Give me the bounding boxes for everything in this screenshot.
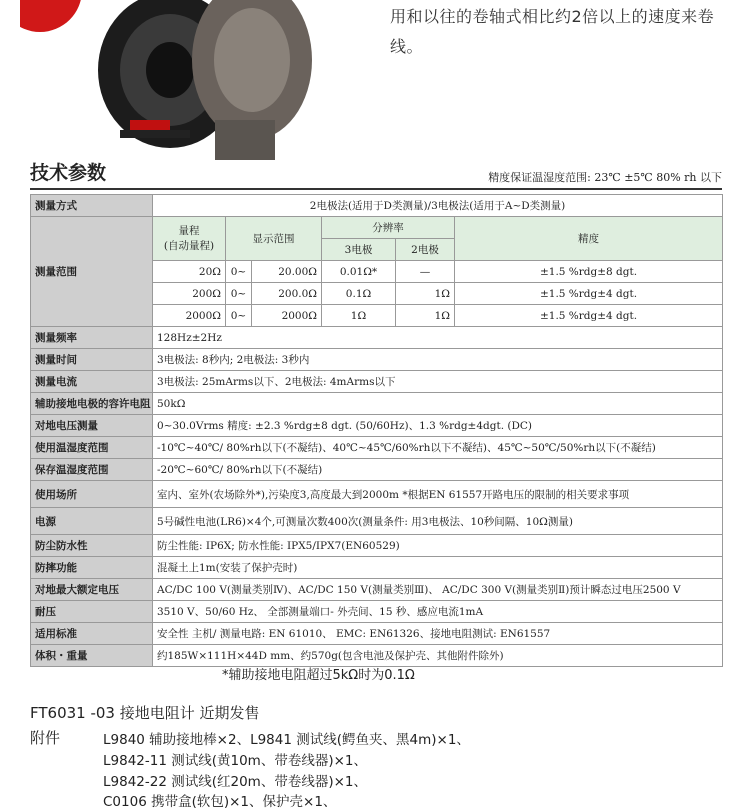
- spec-label: 防尘防水性: [31, 535, 153, 557]
- spec-value: 5号碱性电池(LR6)×4个,可测量次数400次(测量条件: 用3电极法、10秒间隔、10Ω测量): [153, 508, 723, 535]
- table-row: [31, 579, 723, 601]
- table-row: [31, 601, 723, 623]
- spec-value: 3电极法: 25mArms以下、2电极法: 4mArms以下: [153, 371, 723, 393]
- table-row: [31, 481, 723, 508]
- res3-header: 3电极: [322, 239, 396, 261]
- display-from-cell: 0~: [226, 261, 252, 283]
- accuracy-cell: ±1.5 %rdg±4 dgt.: [455, 283, 723, 305]
- accessory-item: C0106 携带盒(软包)×1、保护壳×1、: [103, 794, 337, 810]
- res3-cell: 0.01Ω*: [322, 261, 396, 283]
- spec-value: 3电极法: 8秒内; 2电极法: 3秒内: [153, 349, 723, 371]
- accuracy-cell: ±1.5 %rdg±4 dgt.: [455, 305, 723, 327]
- spec-label: 测量时间: [31, 349, 153, 371]
- table-row: [31, 459, 723, 481]
- spec-label: 使用场所: [31, 481, 153, 508]
- spec-value: -20℃~60℃/ 80%rh以下(不凝结): [153, 459, 723, 481]
- resolution-header: 分辨率: [322, 217, 455, 239]
- spec-label: 测量范围: [31, 217, 153, 327]
- display-from-cell: 0~: [226, 305, 252, 327]
- display-to-cell: 2000Ω: [252, 305, 322, 327]
- spec-value: 约185W×111H×44D mm、约570g(包含电池及保护壳、其他附件除外): [153, 645, 723, 667]
- cable-reel-image: [20, 0, 320, 165]
- spec-label: 使用温湿度范围: [31, 437, 153, 459]
- spec-label: 电源: [31, 508, 153, 535]
- res2-cell: —: [396, 261, 455, 283]
- spec-label: 测量方式: [31, 195, 153, 217]
- table-row: [31, 195, 723, 217]
- table-row: [31, 327, 723, 349]
- accuracy-header: 精度: [455, 217, 723, 261]
- spec-value: 室内、室外(农场除外*),污染度3,高度最大到2000m *根据EN 61557开路电压的限制的相关要求事项: [153, 481, 723, 508]
- spec-value: AC/DC 100 V(测量类别Ⅳ)、AC/DC 150 V(测量类别Ⅲ)、 AC/DC 300 V(测量类别Ⅱ)预计瞬态过电压2500 V: [153, 579, 723, 601]
- range-cell: 200Ω: [153, 283, 226, 305]
- display-from-cell: 0~: [226, 283, 252, 305]
- table-row: [31, 371, 723, 393]
- spec-value: 混凝土上1m(安装了保护壳时): [153, 557, 723, 579]
- res2-header: 2电极: [396, 239, 455, 261]
- display-to-cell: 200.0Ω: [252, 283, 322, 305]
- accessory-item: L9842-22 测试线(红20m、带卷线器)×1、: [103, 774, 367, 790]
- spec-value: 2电极法(适用于D类测量)/3电极法(适用于A~D类测量): [153, 195, 723, 217]
- model-line: FT6031 -03 接地电阻计 近期发售: [30, 704, 260, 722]
- spec-value: 0~30.0Vrms 精度: ±2.3 %rdg±8 dgt. (50/60Hz)、1.3 %rdg±4dgt. (DC): [153, 415, 723, 437]
- accuracy-condition-note: 精度保证温湿度范围: 23℃ ±5℃ 80% rh 以下: [488, 171, 722, 184]
- spec-value: 128Hz±2Hz: [153, 327, 723, 349]
- range-header-row: [31, 217, 723, 239]
- spec-label: 体积・重量: [31, 645, 153, 667]
- spec-value: 3510 V、50/60 Hz、 全部测量端口- 外壳间、15 秒、感应电流1mA: [153, 601, 723, 623]
- spec-value: -10℃~40℃/ 80%rh以下(不凝结)、40℃~45℃/60%rh以下不凝结)、45℃~50℃/50%rh以下(不凝结): [153, 437, 723, 459]
- spec-label: 对地最大额定电压: [31, 579, 153, 601]
- spec-value: 安全性 主机/ 测量电路: EN 61010、 EMC: EN61326、接地电阻测试: EN61557: [153, 623, 723, 645]
- table-row: [31, 535, 723, 557]
- spec-table: [30, 194, 723, 667]
- accessory-item: L9842-11 测试线(黄10m、带卷线器)×1、: [103, 753, 367, 769]
- table-row: [31, 393, 723, 415]
- range-cell: 20Ω: [153, 261, 226, 283]
- res2-cell: 1Ω: [396, 283, 455, 305]
- spec-label: 测量频率: [31, 327, 153, 349]
- table-row: [31, 415, 723, 437]
- spec-label: 对地电压测量: [31, 415, 153, 437]
- spec-label: 辅助接地电极的容许电阻: [31, 393, 153, 415]
- range-header: 量程 (自动量程): [153, 217, 226, 261]
- res2-cell: 1Ω: [396, 305, 455, 327]
- table-row: [31, 437, 723, 459]
- res3-cell: 1Ω: [322, 305, 396, 327]
- spec-label: 耐压: [31, 601, 153, 623]
- section-title: 技术参数: [30, 162, 107, 184]
- section-divider: [30, 188, 722, 190]
- res3-cell: 0.1Ω: [322, 283, 396, 305]
- intro-text: 用和以往的卷轴式相比约2倍以上的速度来卷线。: [390, 7, 715, 56]
- accessories-label: 附件: [30, 729, 61, 747]
- range-cell: 2000Ω: [153, 305, 226, 327]
- accessory-item: L9840 辅助接地棒×2、L9841 测试线(鳄鱼夹、黑4m)×1、: [103, 732, 470, 748]
- spec-value: 50kΩ: [153, 393, 723, 415]
- spec-value: 防尘性能: IP6X; 防水性能: IPX5/IPX7(EN60529): [153, 535, 723, 557]
- spec-label: 测量电流: [31, 371, 153, 393]
- table-row: [31, 508, 723, 535]
- accuracy-cell: ±1.5 %rdg±8 dgt.: [455, 261, 723, 283]
- display-to-cell: 20.00Ω: [252, 261, 322, 283]
- table-row: [31, 557, 723, 579]
- spec-label: 保存温湿度范围: [31, 459, 153, 481]
- product-photo-area: [0, 0, 750, 165]
- table-row: [31, 623, 723, 645]
- footnote: *辅助接地电阻超过5kΩ时为0.1Ω: [222, 668, 415, 683]
- spec-label: 适用标准: [31, 623, 153, 645]
- table-row: [31, 349, 723, 371]
- display-header: 显示范围: [226, 217, 322, 261]
- spec-label: 防摔功能: [31, 557, 153, 579]
